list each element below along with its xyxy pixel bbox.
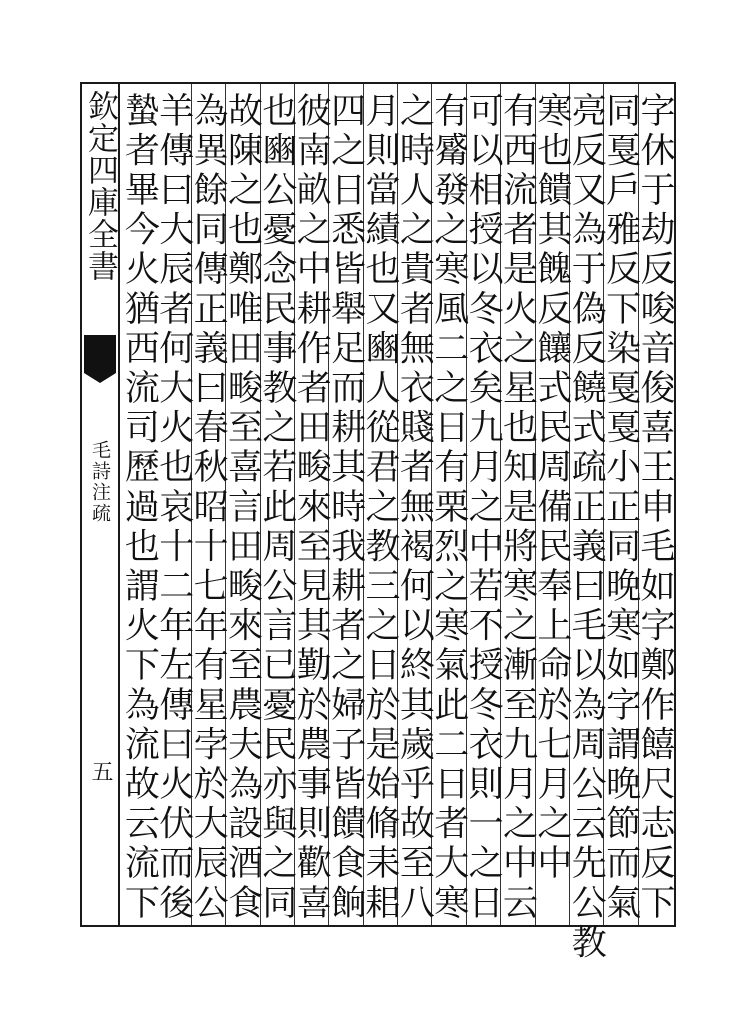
fishtail-mark bbox=[84, 335, 116, 373]
text-column-8: 之時人之貴者無衣賤者無褐何以終其歲乎故至八 bbox=[394, 92, 435, 924]
book-title: 毛詩注疏 bbox=[89, 440, 111, 524]
text-column-15: 羊傳曰大辰者何大火也哀十二年左傳曰火伏而後 bbox=[153, 92, 194, 924]
page-number: 五 bbox=[88, 760, 113, 782]
text-column-6: 可以相授以冬衣矣九月之中若不授冬衣則一之日 bbox=[463, 92, 504, 924]
text-column-7: 有觱發之寒風二之日有栗烈之寒氣此二日者大寒 bbox=[428, 92, 469, 924]
text-column-9: 月則當績也又豳人從君之教三之日於是始脩耒耜 bbox=[360, 92, 400, 924]
text-column-5: 有西流者是火之星也知是將寒之漸至九月之中云 bbox=[497, 92, 538, 924]
text-column-12: 也豳公憂念民事教之若此周公言已憂民亦與之同 bbox=[256, 92, 297, 924]
text-column-16: 蟄者畢今火猶西流司歷過也謂火下為流故云流下 bbox=[119, 92, 160, 924]
text-column-11: 彼南畝之中耕作者田畯來至見其勤於農事則歡喜 bbox=[291, 92, 332, 924]
collection-title: 欽定四庫全書 bbox=[82, 90, 118, 282]
text-column-2: 同戛戶雅反下染戛戛小正同晚寒如字謂晚節而氣 bbox=[600, 92, 641, 924]
text-column-10: 四之日悉皆舉足而耕其時我耕者之婦子皆饋食餉 bbox=[325, 92, 366, 924]
text-column-1: 字休于劫反唆音俊喜王申毛如字鄭作饎尺志反下 bbox=[635, 92, 675, 924]
text-column-4: 寒也饋其餽反饟式民周備民奉上命於七月之中 bbox=[531, 92, 572, 884]
text-column-13: 故陳之也鄭唯田畯至喜言田畯來至農夫為設酒食 bbox=[222, 92, 263, 924]
text-column-3: 亮反又為于偽反饒式疏正義曰毛以為周公云先公教 bbox=[566, 92, 607, 964]
text-column-14: 為異餘同傳正義曰春秋昭十七年有星孛於大辰公 bbox=[188, 92, 229, 924]
